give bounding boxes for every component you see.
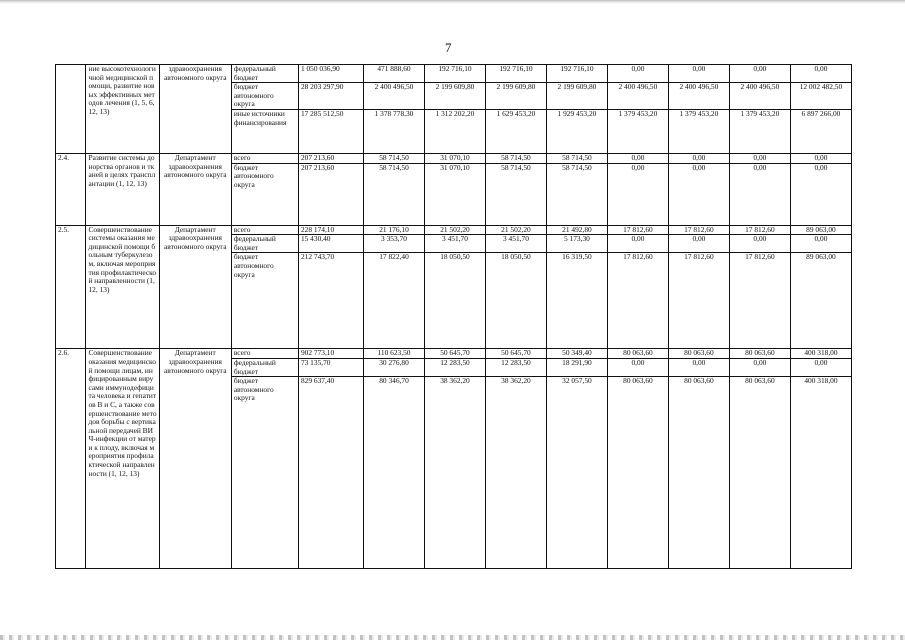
year-value: 0,00	[729, 235, 790, 253]
year-value: 30 276,80	[364, 358, 425, 376]
year-value: 18 291,90	[546, 358, 607, 376]
period-value: 400 318,00	[790, 377, 851, 569]
year-value: 3 353,70	[364, 235, 425, 253]
year-value: 32 057,50	[546, 377, 607, 569]
year-value: 1 379 453,20	[607, 109, 668, 153]
funding-source: бюджет автономного округа	[231, 377, 298, 569]
year-value: 0,00	[729, 358, 790, 376]
table-row	[56, 349, 852, 359]
year-value: 5 173,30	[546, 235, 607, 253]
year-value: 80 346,70	[364, 377, 425, 569]
year-value: 18 050,50	[485, 253, 546, 349]
year-value: 21 502,20	[485, 225, 546, 235]
page-number: 7	[445, 40, 452, 55]
funding-source: всего	[231, 349, 298, 359]
year-value: 58 714,50	[485, 163, 546, 225]
table-row	[56, 225, 852, 235]
year-value: 0,00	[729, 65, 790, 83]
year-value: 192 716,10	[485, 65, 546, 83]
year-value: 192 716,10	[546, 65, 607, 83]
year-value: 1 629 453,20	[485, 109, 546, 153]
year-value: 1 379 453,20	[729, 109, 790, 153]
year-value: 192 716,10	[424, 65, 485, 83]
year-value: 0,00	[729, 163, 790, 225]
row-number: 2.4.	[56, 153, 86, 225]
program-financing-table	[55, 64, 852, 569]
funding-source: всего	[231, 225, 298, 235]
year-value: 58 714,50	[546, 163, 607, 225]
year-value: 17 822,40	[364, 253, 425, 349]
activity-name: Развитие системы донорства органов и тканей в целях трансплантации (1, 12, 13)	[86, 153, 159, 225]
year-value: 2 400 496,50	[729, 83, 790, 110]
year-value: 2 199 609,80	[546, 83, 607, 110]
year-value: 1 378 778,30	[364, 109, 425, 153]
year-value: 38 362,20	[424, 377, 485, 569]
executor: здравоохранения автономного округа	[159, 65, 231, 154]
year-value: 2 199 609,80	[424, 83, 485, 110]
year-value: 50 645,70	[485, 349, 546, 359]
total-amount: 1 050 036,90	[298, 65, 363, 83]
year-value: 2 400 496,50	[364, 83, 425, 110]
period-value: 6 897 266,00	[790, 109, 851, 153]
year-value: 0,00	[668, 65, 729, 83]
period-value: 400 318,00	[790, 349, 851, 359]
funding-source: бюджет автономного округа	[231, 83, 298, 110]
scan-edge-top	[0, 0, 905, 4]
year-value: 1 929 453,20	[546, 109, 607, 153]
year-value: 80 063,60	[729, 377, 790, 569]
year-value: 16 319,50	[546, 253, 607, 349]
total-amount: 212 743,70	[298, 253, 363, 349]
year-value: 31 070,10	[424, 153, 485, 163]
period-value: 0,00	[790, 65, 851, 83]
executor: Департамент здравоохранения автономного округа	[159, 225, 231, 349]
period-value: 89 063,00	[790, 225, 851, 235]
year-value: 12 283,50	[424, 358, 485, 376]
year-value: 31 070,10	[424, 163, 485, 225]
year-value: 471 888,60	[364, 65, 425, 83]
funding-source: федеральный бюджет	[231, 358, 298, 376]
funding-source: бюджет автономного округа	[231, 163, 298, 225]
year-value: 80 063,60	[668, 349, 729, 359]
period-value: 0,00	[790, 358, 851, 376]
year-value: 80 063,60	[607, 377, 668, 569]
period-value: 89 063,00	[790, 253, 851, 349]
table-row	[56, 65, 852, 83]
year-value: 0,00	[729, 153, 790, 163]
row-number: 2.5.	[56, 225, 86, 349]
year-value: 21 502,20	[424, 225, 485, 235]
year-value: 21 176,10	[364, 225, 425, 235]
activity-name: Совершенствование системы оказания медицинской помощи больным туберкулезом, включая мероприятия профилактической направленности (1, 12, 13)	[86, 225, 159, 349]
year-value: 80 063,60	[729, 349, 790, 359]
executor: Департамент здравоохранения автономного округа	[159, 153, 231, 225]
activity-name: ние высокотехнологичной медицинской помощи, развитие новых эффективных методов лечения (1, 5, 6, 12, 13)	[86, 65, 159, 154]
executor: Департамент здравоохранения автономного округа	[159, 349, 231, 569]
total-amount: 207 213,60	[298, 153, 363, 163]
period-value: 0,00	[790, 153, 851, 163]
year-value: 80 063,60	[607, 349, 668, 359]
year-value: 80 063,60	[668, 377, 729, 569]
funding-source: иные источники финансирования	[231, 109, 298, 153]
funding-source: всего	[231, 153, 298, 163]
funding-source: федеральный бюджет	[231, 235, 298, 253]
year-value: 50 349,40	[546, 349, 607, 359]
total-amount: 17 285 512,50	[298, 109, 363, 153]
year-value: 58 714,50	[546, 153, 607, 163]
total-amount: 28 203 297,90	[298, 83, 363, 110]
year-value: 17 812,60	[668, 225, 729, 235]
year-value: 58 714,50	[364, 163, 425, 225]
year-value: 17 812,60	[668, 253, 729, 349]
year-value: 0,00	[668, 153, 729, 163]
total-amount: 15 430,40	[298, 235, 363, 253]
year-value: 17 812,60	[729, 253, 790, 349]
funding-source: федеральный бюджет	[231, 65, 298, 83]
period-value: 0,00	[790, 163, 851, 225]
year-value: 0,00	[668, 358, 729, 376]
year-value: 3 451,70	[424, 235, 485, 253]
year-value: 18 050,50	[424, 253, 485, 349]
year-value: 3 451,70	[485, 235, 546, 253]
year-value: 0,00	[668, 235, 729, 253]
year-value: 0,00	[607, 163, 668, 225]
year-value: 0,00	[607, 65, 668, 83]
total-amount: 829 637,40	[298, 377, 363, 569]
year-value: 17 812,60	[607, 225, 668, 235]
funding-source: бюджет автономного округа	[231, 253, 298, 349]
year-value: 21 492,80	[546, 225, 607, 235]
total-amount: 902 773,10	[298, 349, 363, 359]
row-number: 2.6.	[56, 349, 86, 569]
year-value: 38 362,20	[485, 377, 546, 569]
year-value: 0,00	[607, 235, 668, 253]
total-amount: 73 135,70	[298, 358, 363, 376]
activity-name: Совершенствование оказания медицинской помощи лицам, инфицированным вирусами иммунодефицита человека и гепатитов В и С, а также совершенствование методов борьбы с вертикальной передачей ВИЧ-инфекции от матери к плоду, включая мероприятия профилактической направленности (1, 12, 13)	[86, 349, 159, 569]
row-number	[56, 65, 86, 154]
year-value: 58 714,50	[485, 153, 546, 163]
year-value: 0,00	[607, 358, 668, 376]
table-row	[56, 153, 852, 163]
year-value: 50 645,70	[424, 349, 485, 359]
year-value: 58 714,50	[364, 153, 425, 163]
year-value: 1 379 453,20	[668, 109, 729, 153]
scan-edge-bottom	[0, 635, 905, 640]
year-value: 2 400 496,50	[607, 83, 668, 110]
year-value: 2 199 609,80	[485, 83, 546, 110]
year-value: 1 312 202,20	[424, 109, 485, 153]
year-value: 17 812,60	[607, 253, 668, 349]
year-value: 0,00	[668, 163, 729, 225]
total-amount: 207 213,60	[298, 163, 363, 225]
year-value: 0,00	[607, 153, 668, 163]
year-value: 110 623,50	[364, 349, 425, 359]
year-value: 17 812,60	[729, 225, 790, 235]
period-value: 12 002 482,50	[790, 83, 851, 110]
total-amount: 228 174,10	[298, 225, 363, 235]
period-value: 0,00	[790, 235, 851, 253]
year-value: 2 400 496,50	[668, 83, 729, 110]
year-value: 12 283,50	[485, 358, 546, 376]
